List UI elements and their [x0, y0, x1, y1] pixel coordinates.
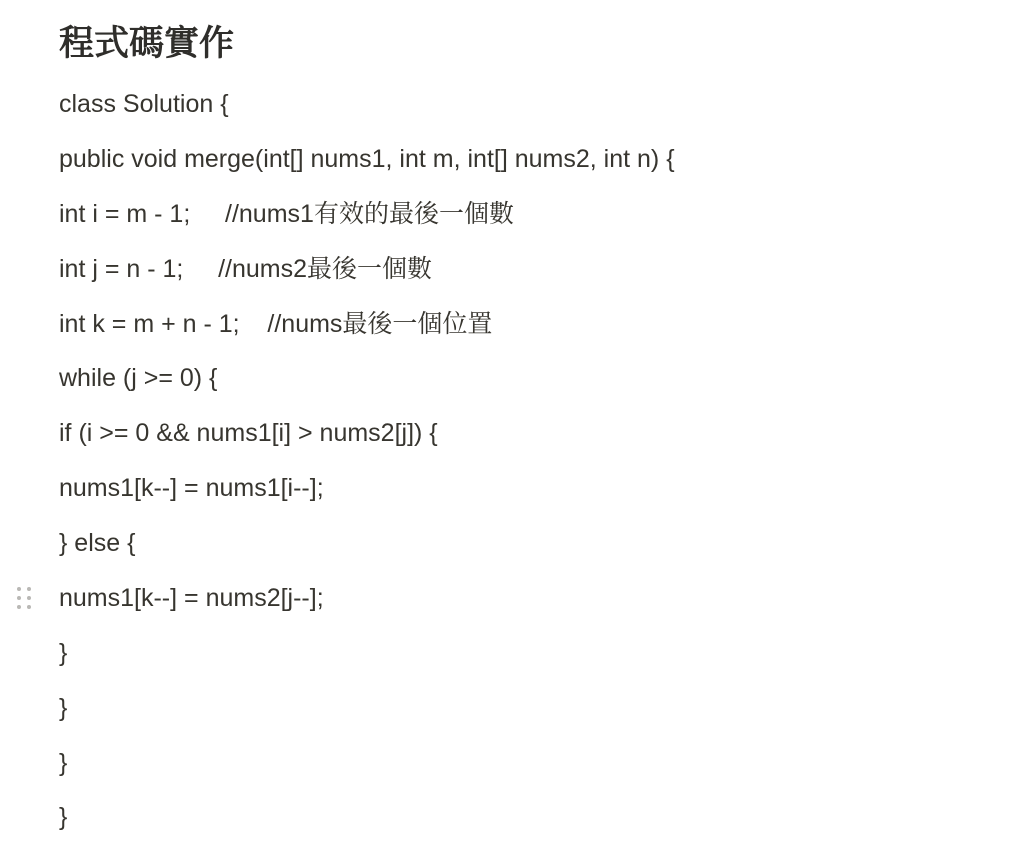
- drag-handle-dot: [27, 605, 31, 609]
- code-line[interactable]: nums1[k--] = nums2[j--];: [59, 584, 324, 612]
- drag-handle-dot: [17, 605, 21, 609]
- code-line[interactable]: }: [59, 803, 68, 831]
- code-line[interactable]: }: [59, 749, 68, 777]
- drag-handle-dot: [27, 587, 31, 591]
- drag-handle-dot: [27, 596, 31, 600]
- code-line[interactable]: int j = n - 1; //nums2最後一個數: [59, 255, 433, 283]
- code-line[interactable]: } else {: [59, 529, 136, 557]
- drag-handle-dot: [17, 596, 21, 600]
- code-line[interactable]: }: [59, 694, 68, 722]
- drag-handle-dot: [17, 587, 21, 591]
- code-line[interactable]: int k = m + n - 1; //nums最後一個位置: [59, 310, 493, 338]
- drag-handle-icon[interactable]: [14, 586, 32, 612]
- code-line[interactable]: }: [59, 639, 68, 667]
- code-line[interactable]: class Solution {: [59, 90, 229, 118]
- code-line[interactable]: int i = m - 1; //nums1有效的最後一個數: [59, 200, 514, 228]
- page-title: 程式碼實作: [59, 24, 235, 63]
- code-line[interactable]: public void merge(int[] nums1, int m, int[] nums2, int n) {: [59, 145, 675, 173]
- code-line[interactable]: while (j >= 0) {: [59, 364, 218, 392]
- code-line[interactable]: nums1[k--] = nums1[i--];: [59, 474, 324, 502]
- code-line[interactable]: if (i >= 0 && nums1[i] > nums2[j]) {: [59, 419, 438, 447]
